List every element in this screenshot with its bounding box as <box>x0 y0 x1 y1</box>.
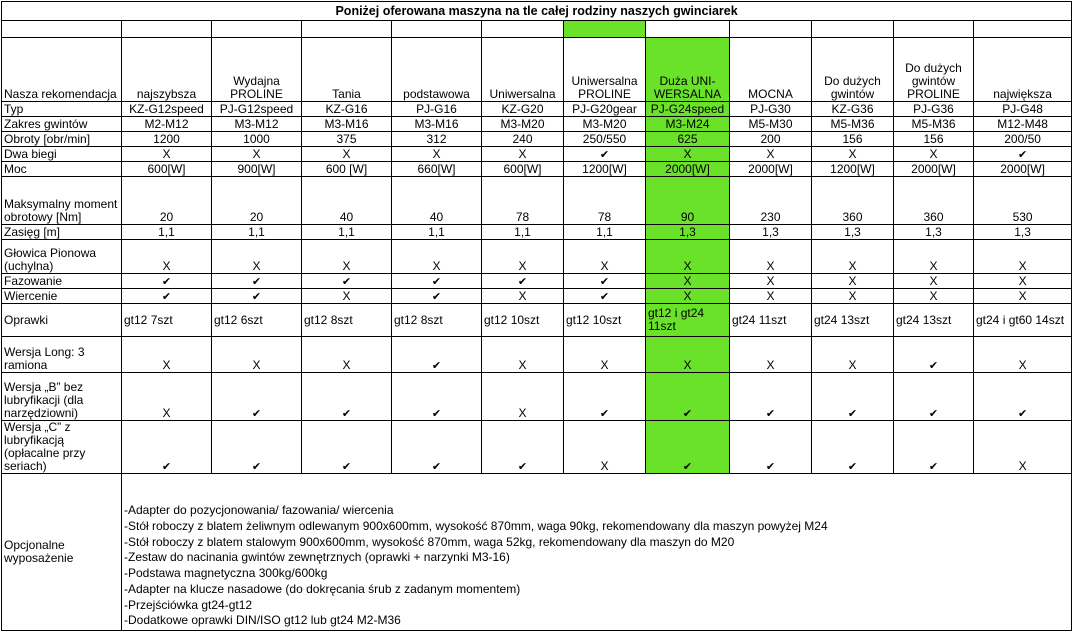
table-cell: 40 <box>392 177 482 225</box>
table-cell: gt12 8szt <box>302 304 392 337</box>
cross-mark: X <box>730 147 812 162</box>
table-cell: największa <box>974 38 1072 102</box>
option-item: -Stół roboczy z blatem stalowym 900x600mm, wysokość 870mm, waga 52kg, rekomendowany dla maszyn do M20 <box>124 534 735 549</box>
options-list <box>122 474 1072 631</box>
table-cell: 600 [W] <box>302 162 392 177</box>
table-cell: 78 <box>564 177 646 225</box>
cross-mark: X <box>212 147 302 162</box>
cross-mark: X <box>730 289 812 304</box>
check-icon: ✔ <box>392 373 482 421</box>
table-cell: 1,3 <box>730 225 812 240</box>
table-row <box>2 177 1072 225</box>
check-icon: ✔ <box>212 421 302 474</box>
table-title: Poniżej oferowana maszyna na tle całej rodziny naszych gwinciarek <box>2 2 1072 21</box>
table-row <box>2 240 1072 274</box>
table-cell: 600[W] <box>482 162 564 177</box>
check-icon: ✔ <box>212 373 302 421</box>
cross-mark: X <box>974 337 1072 373</box>
option-item: -Przejściówka gt24-gt12 <box>124 597 253 612</box>
row-label: Zasięg [m] <box>2 225 122 240</box>
table-cell: 230 <box>730 177 812 225</box>
table-cell: gt12 7szt <box>122 304 212 337</box>
row-label: Typ <box>2 102 122 117</box>
table-cell: 90 <box>646 177 730 225</box>
check-icon: ✔ <box>482 274 564 289</box>
cross-mark: X <box>812 337 894 373</box>
check-icon: ✔ <box>392 274 482 289</box>
table-cell: 375 <box>302 132 392 147</box>
check-icon: ✔ <box>564 147 646 162</box>
row-label: Nasza rekomendacja <box>2 38 122 102</box>
table-cell: M3-M16 <box>392 117 482 132</box>
check-icon: ✔ <box>730 421 812 474</box>
blank-cell <box>482 21 564 38</box>
check-icon: ✔ <box>812 373 894 421</box>
table-cell: KZ-G36 <box>812 102 894 117</box>
table-cell: 20 <box>212 177 302 225</box>
table-row <box>2 289 1072 304</box>
cross-mark: X <box>646 337 730 373</box>
table-cell: gt12 10szt <box>564 304 646 337</box>
table-cell: podstawowa <box>392 38 482 102</box>
check-icon: ✔ <box>212 289 302 304</box>
cross-mark: X <box>894 240 974 274</box>
table-cell: M5-M36 <box>812 117 894 132</box>
table-cell: 2000[W] <box>646 162 730 177</box>
table-cell: najszybsza <box>122 38 212 102</box>
cross-mark: X <box>122 337 212 373</box>
cross-mark: X <box>974 421 1072 474</box>
check-icon: ✔ <box>302 373 392 421</box>
table-cell: Duża UNI-WERSALNA <box>646 38 730 102</box>
check-icon: ✔ <box>894 421 974 474</box>
cross-mark: X <box>812 274 894 289</box>
cross-mark: X <box>812 289 894 304</box>
table-row <box>2 304 1072 337</box>
table-cell: 250/550 <box>564 132 646 147</box>
title-row <box>2 2 1072 21</box>
spec-table-wrapper <box>1 1 1072 631</box>
table-cell: MOCNA <box>730 38 812 102</box>
check-icon: ✔ <box>392 421 482 474</box>
row-label: Maksymalny moment obrotowy [Nm] <box>2 177 122 225</box>
check-icon: ✔ <box>122 289 212 304</box>
cross-mark: X <box>894 274 974 289</box>
blank-row <box>2 21 1072 38</box>
check-icon: ✔ <box>392 289 482 304</box>
cross-mark: X <box>564 337 646 373</box>
table-cell: 1,1 <box>564 225 646 240</box>
table-cell: 1,1 <box>302 225 392 240</box>
table-row <box>2 117 1072 132</box>
cross-mark: X <box>730 240 812 274</box>
cross-mark: X <box>812 240 894 274</box>
cross-mark: X <box>482 373 564 421</box>
table-cell: 1,1 <box>212 225 302 240</box>
table-cell: 360 <box>812 177 894 225</box>
option-item: -Adapter do pozycjonowania/ fazowania/ wiercenia <box>124 503 394 518</box>
check-icon: ✔ <box>122 274 212 289</box>
table-cell: 78 <box>482 177 564 225</box>
table-cell: M5-M36 <box>894 117 974 132</box>
table-cell: 2000[W] <box>894 162 974 177</box>
row-label: Wersja „B” bez lubryfikacji (dla narzędziowni) <box>2 373 122 421</box>
row-label: Wiercenie <box>2 289 122 304</box>
table-cell: KZ-G20 <box>482 102 564 117</box>
table-cell: 2000[W] <box>730 162 812 177</box>
check-icon: ✔ <box>564 274 646 289</box>
row-label: Wersja Long: 3 ramiona <box>2 337 122 373</box>
check-icon: ✔ <box>812 421 894 474</box>
cross-mark: X <box>894 147 974 162</box>
row-label: Głowica Pionowa (uchylna) <box>2 240 122 274</box>
table-cell: 360 <box>894 177 974 225</box>
blank-cell <box>212 21 302 38</box>
table-row <box>2 225 1072 240</box>
table-cell: Tania <box>302 38 392 102</box>
cross-mark: X <box>302 337 392 373</box>
cross-mark: X <box>974 240 1072 274</box>
table-cell: Do dużych gwintów PROLINE <box>894 38 974 102</box>
row-label: Oprawki <box>2 304 122 337</box>
table-cell: 20 <box>122 177 212 225</box>
cross-mark: X <box>482 240 564 274</box>
blank-cell <box>730 21 812 38</box>
cross-mark: X <box>564 421 646 474</box>
table-cell: PJ-G20gear <box>564 102 646 117</box>
row-label: Wersja „C” z lubryfikacją (opłacalne przy seriach) <box>2 421 122 474</box>
cross-mark: X <box>392 240 482 274</box>
options-label: Opcjonalne wyposażenie <box>2 474 122 631</box>
cross-mark: X <box>302 240 392 274</box>
cross-mark: X <box>122 147 212 162</box>
table-cell: Do dużych gwintów <box>812 38 894 102</box>
table-row <box>2 373 1072 421</box>
table-row <box>2 132 1072 147</box>
table-cell: KZ-G12speed <box>122 102 212 117</box>
option-item: -Stół roboczy z blatem żeliwnym odlewanym 900x600mm, wysokość 870mm, waga 90kg, rekomendowany dla maszyn powyżej M24 <box>124 519 828 534</box>
cross-mark: X <box>646 240 730 274</box>
cross-mark: X <box>482 337 564 373</box>
table-cell: gt12 i gt24 11szt <box>646 304 730 337</box>
table-cell: PJ-G36 <box>894 102 974 117</box>
table-cell: 900[W] <box>212 162 302 177</box>
blank-cell <box>2 21 122 38</box>
row-label: Zakres gwintów <box>2 117 122 132</box>
check-icon: ✔ <box>392 337 482 373</box>
check-icon: ✔ <box>974 373 1072 421</box>
check-icon: ✔ <box>894 337 974 373</box>
cross-mark: X <box>392 147 482 162</box>
table-cell: M3-M12 <box>212 117 302 132</box>
check-icon: ✔ <box>974 147 1072 162</box>
blank-cell <box>564 21 646 38</box>
option-item: -Adapter na klucze nasadowe (do dokręcania śrub z zadanym momentem) <box>124 581 521 596</box>
cross-mark: X <box>122 240 212 274</box>
cross-mark: X <box>564 240 646 274</box>
cross-mark: X <box>212 337 302 373</box>
blank-cell <box>974 21 1072 38</box>
table-cell: 1,3 <box>974 225 1072 240</box>
option-item: -Podstawa magnetyczna 300kg/600kg <box>124 566 328 581</box>
table-cell: 40 <box>302 177 392 225</box>
table-cell: 530 <box>974 177 1072 225</box>
table-cell: gt12 8szt <box>392 304 482 337</box>
table-cell: M5-M30 <box>730 117 812 132</box>
table-cell: 600[W] <box>122 162 212 177</box>
check-icon: ✔ <box>302 421 392 474</box>
cross-mark: X <box>894 289 974 304</box>
blank-cell <box>646 21 730 38</box>
table-cell: PJ-G24speed <box>646 102 730 117</box>
row-label: Fazowanie <box>2 274 122 289</box>
option-item: -Zestaw do nacinania gwintów zewnętrznych (oprawki + narzynki M3-16) <box>124 550 510 565</box>
table-cell: gt24 13szt <box>812 304 894 337</box>
table-cell: gt24 11szt <box>730 304 812 337</box>
machine-comparison-table <box>1 1 1072 631</box>
check-icon: ✔ <box>564 289 646 304</box>
table-cell: M2-M12 <box>122 117 212 132</box>
row-label: Obroty [obr/min] <box>2 132 122 147</box>
table-cell: M12-M48 <box>974 117 1072 132</box>
table-cell: 1,1 <box>482 225 564 240</box>
table-row <box>2 102 1072 117</box>
check-icon: ✔ <box>564 373 646 421</box>
cross-mark: X <box>646 289 730 304</box>
table-cell: 1200[W] <box>564 162 646 177</box>
table-cell: gt12 6szt <box>212 304 302 337</box>
blank-cell <box>302 21 392 38</box>
table-cell: 200 <box>730 132 812 147</box>
check-icon: ✔ <box>302 274 392 289</box>
table-cell: Wydajna PROLINE <box>212 38 302 102</box>
table-row <box>2 162 1072 177</box>
check-icon: ✔ <box>212 274 302 289</box>
row-label: Dwa biegi <box>2 147 122 162</box>
cross-mark: X <box>482 147 564 162</box>
table-row <box>2 147 1072 162</box>
cross-mark: X <box>122 373 212 421</box>
cross-mark: X <box>646 274 730 289</box>
blank-cell <box>392 21 482 38</box>
cross-mark: X <box>730 337 812 373</box>
cross-mark: X <box>812 147 894 162</box>
table-cell: 312 <box>392 132 482 147</box>
check-icon: ✔ <box>646 421 730 474</box>
table-cell: M3-M16 <box>302 117 392 132</box>
table-cell: 1200 <box>122 132 212 147</box>
table-cell: gt12 10szt <box>482 304 564 337</box>
cross-mark: X <box>482 289 564 304</box>
table-row <box>2 274 1072 289</box>
table-cell: gt24 13szt <box>894 304 974 337</box>
cross-mark: X <box>302 289 392 304</box>
table-cell: KZ-G16 <box>302 102 392 117</box>
table-cell: PJ-G30 <box>730 102 812 117</box>
table-cell: 1,1 <box>392 225 482 240</box>
check-icon: ✔ <box>730 373 812 421</box>
options-row <box>2 474 1072 631</box>
table-cell: 625 <box>646 132 730 147</box>
check-icon: ✔ <box>122 421 212 474</box>
table-cell: gt24 i gt60 14szt <box>974 304 1072 337</box>
check-icon: ✔ <box>894 373 974 421</box>
check-icon: ✔ <box>482 421 564 474</box>
option-item: -Dodatkowe oprawki DIN/ISO gt12 lub gt24 M2-M36 <box>124 613 401 628</box>
table-cell: 1200[W] <box>812 162 894 177</box>
table-cell: 1000 <box>212 132 302 147</box>
table-cell: M3-M20 <box>564 117 646 132</box>
header-row <box>2 38 1072 102</box>
check-icon: ✔ <box>646 373 730 421</box>
table-cell: 156 <box>894 132 974 147</box>
table-cell: Uniwersalna PROLINE <box>564 38 646 102</box>
cross-mark: X <box>302 147 392 162</box>
table-cell: 660[W] <box>392 162 482 177</box>
table-cell: 156 <box>812 132 894 147</box>
table-row <box>2 421 1072 474</box>
table-cell: 240 <box>482 132 564 147</box>
table-cell: PJ-G48 <box>974 102 1072 117</box>
cross-mark: X <box>974 289 1072 304</box>
table-cell: PJ-G12speed <box>212 102 302 117</box>
blank-cell <box>812 21 894 38</box>
table-cell: M3-M24 <box>646 117 730 132</box>
table-cell: Uniwersalna <box>482 38 564 102</box>
blank-cell <box>894 21 974 38</box>
table-cell: 2000[W] <box>974 162 1072 177</box>
table-cell: 1,1 <box>122 225 212 240</box>
table-cell: 1,3 <box>894 225 974 240</box>
table-cell: 200/50 <box>974 132 1072 147</box>
cross-mark: X <box>974 274 1072 289</box>
table-cell: PJ-G16 <box>392 102 482 117</box>
table-cell: 1,3 <box>812 225 894 240</box>
cross-mark: X <box>730 274 812 289</box>
cross-mark: X <box>646 147 730 162</box>
table-row <box>2 337 1072 373</box>
table-cell: 1,3 <box>646 225 730 240</box>
cross-mark: X <box>212 240 302 274</box>
table-cell: M3-M20 <box>482 117 564 132</box>
blank-cell <box>122 21 212 38</box>
row-label: Moc <box>2 162 122 177</box>
